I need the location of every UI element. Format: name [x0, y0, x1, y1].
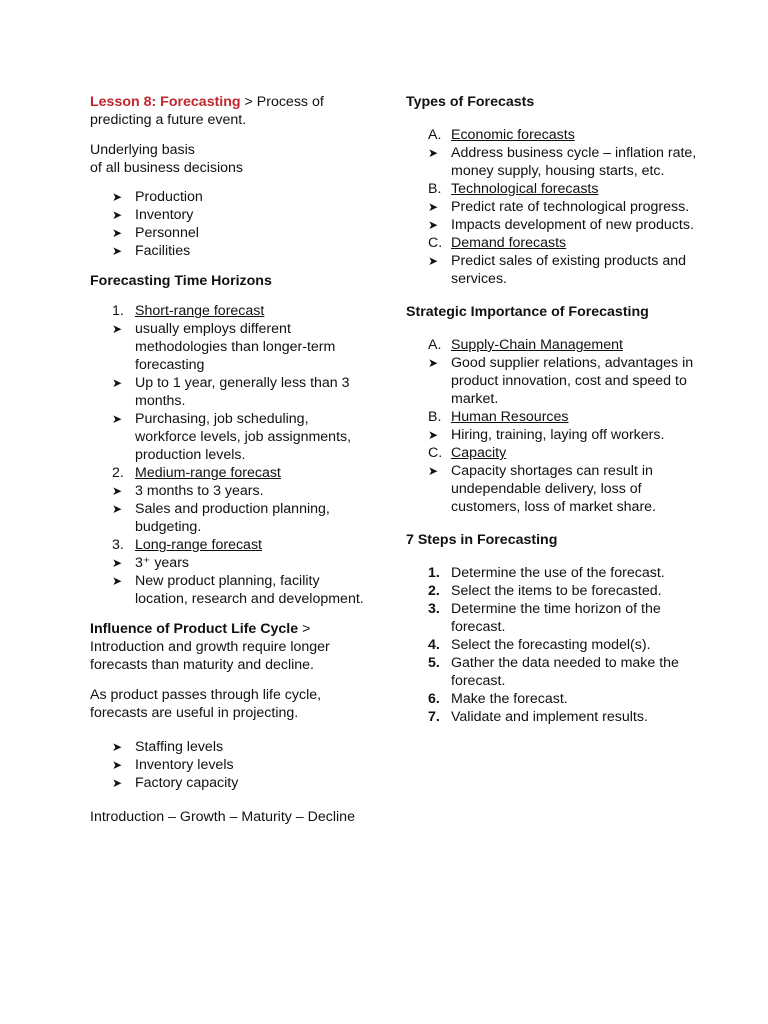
- basis-line-2: of all business decisions: [90, 160, 243, 176]
- step-text: Determine the use of the forecast.: [451, 565, 665, 581]
- list-item: ➤ Capacity shortages can result in undependable delivery, loss of customers, loss of market share.: [406, 462, 698, 516]
- list-item: ➤ Staffing levels: [90, 738, 370, 756]
- item-letter: C.: [428, 235, 443, 251]
- list-item: ➤ Up to 1 year, generally less than 3 months.: [90, 374, 370, 410]
- item-number: 2.: [112, 465, 124, 481]
- list-item: ➤ Hiring, training, laying off workers.: [406, 426, 698, 444]
- list-item: [406, 408, 698, 426]
- basis-list: [90, 188, 370, 260]
- strategic-bullets: [406, 462, 698, 516]
- item-letter: C.: [428, 445, 443, 461]
- horizons-list: [90, 302, 370, 320]
- life-cycle-stages: Introduction – Growth – Maturity – Decline: [90, 809, 355, 825]
- list-item: [406, 582, 698, 600]
- type-bullets: [406, 252, 698, 288]
- item-label: Short-range forecast: [135, 303, 265, 319]
- item-label: Human Resources: [451, 409, 569, 425]
- list-item: [90, 302, 370, 320]
- item-number: 3.: [112, 537, 124, 553]
- strategic-list: [406, 408, 698, 426]
- types-list: [406, 180, 698, 198]
- right-column: [406, 93, 698, 726]
- list-item: ➤ Impacts development of new products.: [406, 216, 698, 234]
- list-item: [406, 336, 698, 354]
- step-text: Determine the time horizon of the forecast.: [451, 601, 661, 635]
- list-item: [406, 444, 698, 462]
- plc-paragraph: As product passes through life cycle, forecasts are useful in projecting.: [90, 687, 322, 721]
- list-item: ➤ usually employs different methodologies than longer-term forecasting: [90, 320, 370, 374]
- basis-line-1: Underlying basis: [90, 142, 195, 158]
- plc-intro: [90, 620, 370, 674]
- steps-list: [406, 564, 698, 726]
- type-bullets: [406, 198, 698, 234]
- plc-heading: Influence of Product Life Cycle: [90, 621, 299, 637]
- step-text: Validate and implement results.: [451, 709, 648, 725]
- item-label: Demand forecasts: [451, 235, 567, 251]
- step-number: 4.: [428, 637, 440, 653]
- item-label: Medium-range forecast: [135, 465, 281, 481]
- item-label: Technological forecasts: [451, 181, 599, 197]
- list-item: ➤ Address business cycle – inflation rate, money supply, housing starts, etc.: [406, 144, 698, 180]
- list-item: ➤ Production: [90, 188, 370, 206]
- horizons-list: [90, 464, 370, 482]
- step-number: 7.: [428, 709, 440, 725]
- strategic-list: [406, 336, 698, 354]
- list-item: [406, 690, 698, 708]
- left-column: [90, 93, 370, 826]
- list-item: [90, 536, 370, 554]
- list-item: [406, 654, 698, 690]
- step-number: 5.: [428, 655, 440, 671]
- list-item: ➤ Good supplier relations, advantages in product innovation, cost and speed to market.: [406, 354, 698, 408]
- lesson-definition: > Process of predicting a future event.: [90, 94, 324, 128]
- list-item: ➤ 3⁺ years: [90, 554, 370, 572]
- step-text: Gather the data needed to make the forecast.: [451, 655, 679, 689]
- type-bullets: [406, 144, 698, 180]
- step-number: 3.: [428, 601, 440, 617]
- list-item: ➤ Personnel: [90, 224, 370, 242]
- step-text: Select the items to be forecasted.: [451, 583, 662, 599]
- strategic-bullets: [406, 426, 698, 444]
- list-item: [406, 126, 698, 144]
- list-item: ➤ Predict rate of technological progress.: [406, 198, 698, 216]
- list-item: ➤ 3 months to 3 years.: [90, 482, 370, 500]
- lesson-title: Lesson 8: Forecasting: [90, 94, 241, 110]
- item-letter: A.: [428, 127, 442, 143]
- list-item: [406, 708, 698, 726]
- list-item: [406, 564, 698, 582]
- item-label: Capacity: [451, 445, 507, 461]
- step-number: 1.: [428, 565, 440, 581]
- list-item: ➤ Factory capacity: [90, 774, 370, 792]
- list-item: ➤ Purchasing, job scheduling, workforce levels, job assignments, production levels.: [90, 410, 370, 464]
- types-list: [406, 126, 698, 144]
- list-item: ➤ Facilities: [90, 242, 370, 260]
- list-item: [406, 180, 698, 198]
- item-label: Supply-Chain Management: [451, 337, 623, 353]
- section-heading: Forecasting Time Horizons: [90, 273, 272, 289]
- step-number: 6.: [428, 691, 440, 707]
- item-letter: B.: [428, 409, 442, 425]
- list-item: [406, 600, 698, 636]
- section-heading: Types of Forecasts: [406, 94, 535, 110]
- list-item: [90, 464, 370, 482]
- list-item: ➤ Inventory levels: [90, 756, 370, 774]
- strategic-list: [406, 444, 698, 462]
- list-item: ➤ Inventory: [90, 206, 370, 224]
- section-heading: Strategic Importance of Forecasting: [406, 304, 649, 320]
- item-number: 1.: [112, 303, 124, 319]
- step-text: Select the forecasting model(s).: [451, 637, 651, 653]
- item-label: Economic forecasts: [451, 127, 575, 143]
- list-item: ➤ Sales and production planning, budgeting.: [90, 500, 370, 536]
- step-text: Make the forecast.: [451, 691, 568, 707]
- list-item: ➤ New product planning, facility location, research and development.: [90, 572, 370, 608]
- plc-list: [90, 738, 370, 792]
- list-item: ➤ Predict sales of existing products and services.: [406, 252, 698, 288]
- strategic-bullets: [406, 354, 698, 408]
- horizon-bullets: [90, 554, 370, 608]
- lesson-intro: [90, 93, 370, 129]
- plc-definition: > Introduction and growth require longer forecasts than maturity and decline.: [90, 621, 330, 673]
- step-number: 2.: [428, 583, 440, 599]
- types-list: [406, 234, 698, 252]
- horizons-list: [90, 536, 370, 554]
- horizon-bullets: [90, 482, 370, 536]
- list-item: [406, 234, 698, 252]
- item-letter: B.: [428, 181, 442, 197]
- item-label: Long-range forecast: [135, 537, 262, 553]
- item-letter: A.: [428, 337, 442, 353]
- horizon-bullets: [90, 320, 370, 464]
- section-heading: 7 Steps in Forecasting: [406, 532, 558, 548]
- list-item: [406, 636, 698, 654]
